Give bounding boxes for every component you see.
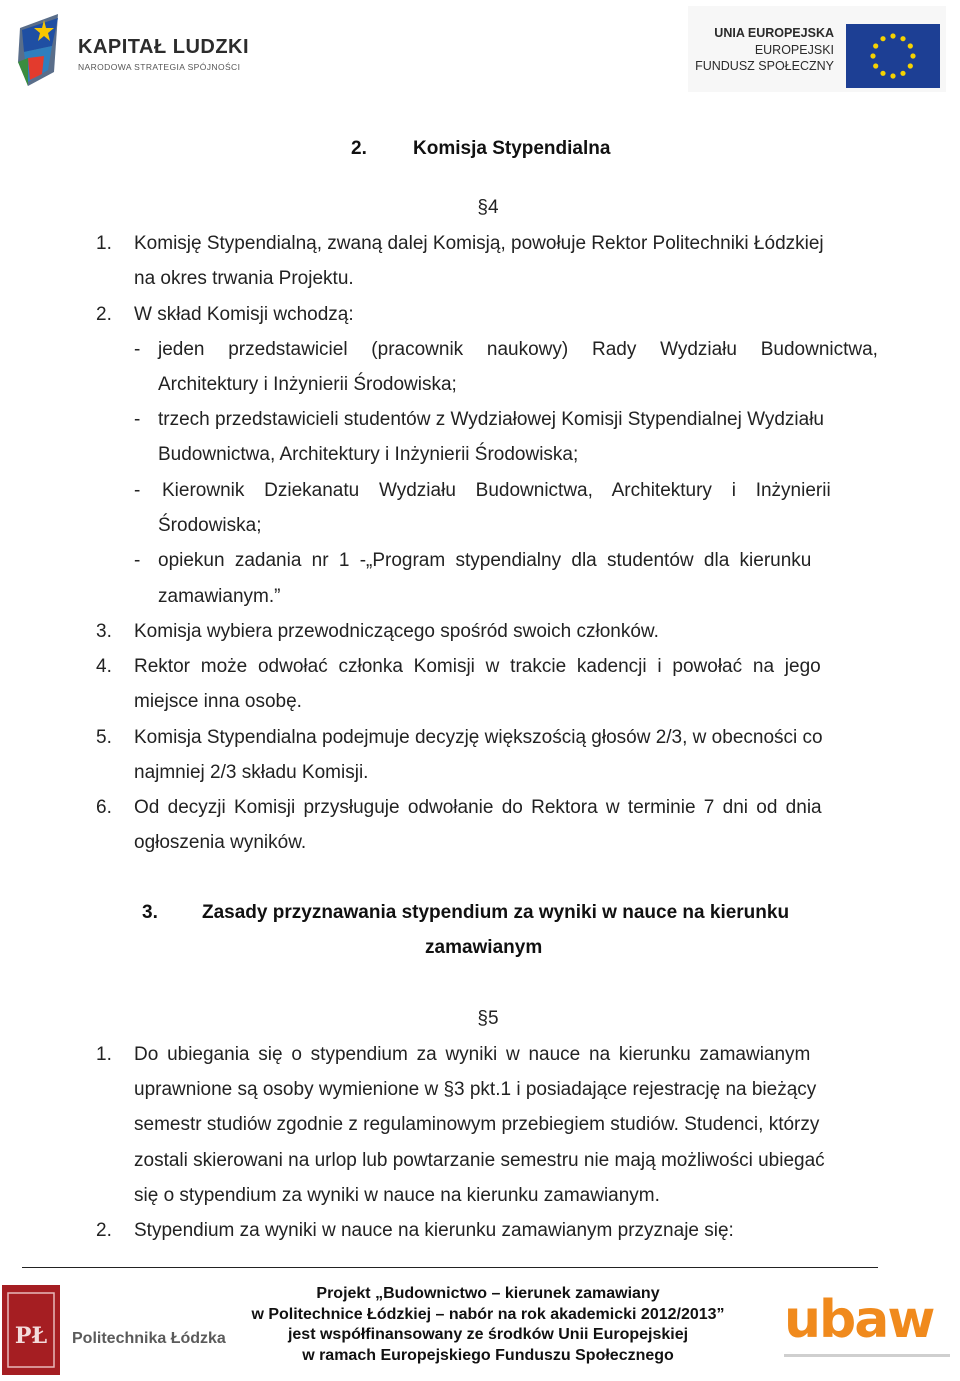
- section-3-title-line1: Zasady przyznawania stypendium za wyniki w nauce na kierunku: [202, 902, 790, 923]
- kapital-ludzki-subtitle: NARODOWA STRATEGIA SPÓJNOŚCI: [78, 62, 241, 72]
- ubaw-wordmark: ubaw: [784, 1290, 934, 1350]
- list-item-line: Kierownik Dziekanatu Wydziału Budownictwa, Architektury i Inżynierii: [162, 480, 831, 501]
- eu-logo: [688, 6, 946, 92]
- list-item-line: Środowiska;: [158, 515, 262, 536]
- list-item-word: naukowy): [486, 339, 569, 360]
- item-text-line: się o stypendium za wyniki w nauce na kierunku zamawianym.: [134, 1185, 660, 1206]
- item-text-line: Komisja Stypendialna podejmuje decyzję większością głosów 2/3, w obecności co: [134, 727, 823, 748]
- kapital-ludzki-emblem-icon: [14, 12, 74, 88]
- section-2-title: Komisja Stypendialna: [413, 138, 611, 159]
- politechnika-lodzka-logo: [2, 1285, 226, 1377]
- item-number: 1.: [96, 233, 112, 254]
- footer-line: Projekt „Budownictwo – kierunek zamawiany: [316, 1285, 660, 1302]
- item-number: 5.: [96, 727, 112, 748]
- list-item-line: zamawianym.”: [158, 586, 281, 607]
- ubaw-logo: [776, 1288, 950, 1368]
- politechnika-name: Politechnika Łódzka: [72, 1330, 226, 1347]
- ubaw-underline: [784, 1354, 950, 1357]
- item-text-line: na okres trwania Projektu.: [134, 268, 354, 289]
- list-dash: -: [134, 409, 141, 430]
- kapital-ludzki-logo: [14, 12, 254, 88]
- paragraph-5-sign: §5: [477, 1008, 499, 1029]
- item-number: 2.: [96, 1220, 112, 1241]
- section-3-title-line2: zamawianym: [425, 937, 543, 958]
- eu-logo-line3: FUNDUSZ SPOŁECZNY: [695, 59, 834, 73]
- item-text-line: ogłoszenia wyników.: [134, 832, 307, 853]
- list-dash: -: [134, 339, 141, 360]
- item-number: 6.: [96, 797, 112, 818]
- list-item-line: [158, 338, 878, 362]
- emblem-letters: PŁ: [14, 1323, 48, 1349]
- footer-line: w Politechnice Łódzkiej – nabór na rok akademicki 2012/2013”: [251, 1305, 725, 1323]
- item-number: 1.: [96, 1044, 112, 1065]
- footer-line: jest współfinansowany ze środków Unii Europejskiej: [287, 1326, 689, 1343]
- item-text-line: miejsce inna osobę.: [134, 691, 302, 712]
- list-item-word: jeden: [158, 339, 205, 360]
- item-text-line: uprawnione są osoby wymienione w §3 pkt.1 i posiadające rejestrację na bieżący: [134, 1079, 817, 1100]
- item-number: 4.: [96, 656, 112, 677]
- footer-project-text: [232, 1284, 744, 1366]
- item-text-line: semestr studiów zgodnie z regulaminowym przebiegiem studiów. Studenci, którzy: [134, 1114, 820, 1135]
- eu-logo-line1: UNIA EUROPEJSKA: [714, 26, 834, 40]
- list-item-line: trzech przedstawicieli studentów z Wydziałowej Komisji Stypendialnej Wydziału: [158, 409, 824, 430]
- politechnika-emblem-icon: [2, 1285, 60, 1375]
- section-3-number: 3.: [142, 902, 158, 923]
- item-number: 3.: [96, 621, 112, 642]
- item-text-line: Komisję Stypendialną, zwaną dalej Komisją, powołuje Rektor Politechniki Łódzkiej: [134, 233, 824, 254]
- item-text-line: Do ubiegania się o stypendium za wyniki w nauce na kierunku zamawianym: [134, 1044, 811, 1065]
- list-item-word: Rady: [591, 339, 637, 360]
- item-text-line: Komisja wybiera przewodniczącego spośród swoich członków.: [134, 621, 659, 642]
- eu-logo-line2: EUROPEJSKI: [754, 43, 834, 57]
- item-text-line: zostali skierowani na urlop lub powtarzanie semestru nie mają możliwości ubiegać: [134, 1150, 825, 1171]
- paragraph-4-sign: §4: [477, 197, 499, 218]
- list-item-word: Wydziału: [660, 339, 737, 360]
- list-item-line: Budownictwa, Architektury i Inżynierii Środowiska;: [158, 444, 579, 465]
- item-text-line: Od decyzji Komisji przysługuje odwołanie do Rektora w terminie 7 dni od dnia: [134, 797, 822, 818]
- kapital-ludzki-title: KAPITAŁ LUDZKI: [78, 36, 250, 58]
- item-text-line: W skład Komisji wchodzą:: [134, 304, 354, 325]
- list-item-word: Budownictwa,: [760, 339, 878, 360]
- list-dash: -: [134, 550, 141, 571]
- section-2-number: 2.: [351, 138, 367, 159]
- eu-flag-icon: [846, 24, 940, 88]
- list-item-line: opiekun zadania nr 1 -„Program stypendialny dla studentów dla kierunku: [158, 550, 812, 571]
- footer-line: w ramach Europejskiego Funduszu Społecznego: [302, 1346, 674, 1364]
- list-item-word: (pracownik: [371, 339, 464, 360]
- item-text-line: Stypendium za wyniki w nauce na kierunku zamawianym przyznaje się:: [134, 1220, 734, 1241]
- list-item-line: Architektury i Inżynierii Środowiska;: [158, 374, 457, 395]
- list-item-word: przedstawiciel: [228, 339, 348, 360]
- item-text-line: najmniej 2/3 składu Komisji.: [134, 762, 369, 783]
- footer-divider: [22, 1267, 878, 1268]
- list-dash: -: [134, 480, 141, 501]
- item-number: 2.: [96, 304, 112, 325]
- item-text-line: Rektor może odwołać członka Komisji w trakcie kadencji i powołać na jego: [134, 656, 821, 677]
